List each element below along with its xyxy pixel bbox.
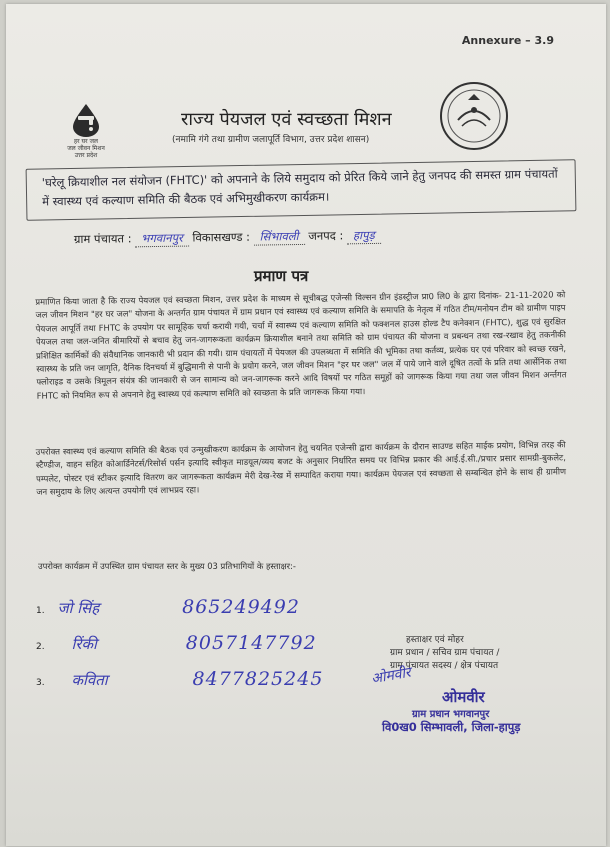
participant-name: जो सिंह (57, 599, 100, 617)
vikas-khand-value: सिंभावली (254, 229, 305, 246)
participant-name: कविता (71, 671, 108, 689)
pradhan-signature: ओमवीर (370, 664, 413, 688)
annexure-label: Annexure – 3.9 (461, 34, 554, 47)
logo-caption: हर घर जल जल जीवन मिशन उत्तर प्रदेश (67, 138, 105, 159)
org-title: राज्य पेयजल एवं स्वच्छता मिशन (181, 109, 392, 130)
gram-panchayat-label: ग्राम पंचायत : (73, 231, 132, 247)
signatory-labels (390, 634, 536, 673)
participant-name: रिंकी (71, 635, 97, 653)
participant-row (36, 632, 317, 654)
participant-phone-suffix: 92 (273, 596, 300, 618)
location-fields (74, 228, 381, 248)
signature-intro: उपरोक्त कार्यक्रम में उपस्थित ग्राम पंचायत स्तर के मुख्य 03 प्रतिभागियों के हस्ताक्षर:- (38, 561, 296, 571)
participant-phone-main: 8652494 (182, 596, 274, 618)
water-tap-drop-icon (69, 102, 103, 138)
up-state-emblem (438, 80, 510, 156)
participant-row (36, 596, 300, 618)
uttar-pradesh-state-emblem (438, 80, 510, 152)
vikas-khand-label: विकासखण्ड : (192, 229, 251, 245)
paragraph-2: उपरोक्त स्वास्थ्य एवं कल्याण समिति की बैठक एवं उन्मुखीकरण कार्यक्रम के आयोजन हेतु चयनित एजेन्सी द्वारा कार्यक्रम के दौरान साउण्ड सहित माईक प्रयोग, विभिन्न तरह की स्टैण्डीज, वाहन सहित कोआर्डिनेटर्स/रिसोर्स पर्सन इत्यादि स्वीकृत माडयूल/व्यय बजट के अनुसार निर्धारित समय पर विभिन्न प्रकार की आई.ई.सी./प्रचार प्रसार सामग्री-बुकलेट, पम्पलेट, पोस्टर एवं स्टीकर इत्यादि वितरण कर जागरूकता कार्यक्रम मेरी देख-रेख में सम्पादित कराया गया। कार्यक्रम पेयजल एवं स्वच्छता से सम्बन्धित होने के साथ ही ग्रामीण जन समुदाय के लिए अत्यन्त उपयोगी एवं लाभप्रद रहा। (35, 439, 567, 497)
participant-number: 1. (36, 606, 45, 616)
participant-number: 2. (36, 642, 45, 652)
gram-panchayat-value: भगवानपुर (135, 231, 189, 248)
certificate-page (6, 4, 606, 846)
signatory-label-3: ग्राम पंचायत सदस्य / क्षेत्र पंचायत (390, 661, 499, 671)
participant-phone (182, 596, 300, 618)
signatory-label-1: हस्ताक्षर एवं मोहर (406, 635, 464, 645)
participant-row (36, 668, 324, 690)
janpad-label: जनपद : (308, 228, 344, 243)
paragraph-1: प्रमाणित किया जाता है कि राज्य पेयजल एवं स्वच्छता मिशन, उत्तर प्रदेश के माध्यम से सूचीबद्ध एजेन्सी विल्सन ग्रीन इंडस्ट्रीज प्रा0 लि0 के द्वारा दिनांक- 21-11-2020 को जल जीवन मिशन "हर घर जल" योजना के अन्तर्गत ग्राम पंचायत में ग्राम प्रधान एवं स्वास्थ्य एवं कल्याण समिति के समापति के नेतृत्व में गठित टीम/मनोयन टीम को ग्रामीण पाइप पेयजल आपूर्ति तथा FHTC के उपयोग पर सामूहिक चर्चा करायी गयी, चर्चा में स्वास्थ्य एवं कल्याण समिति को फक्शनल हाउस होल्ड टैप कनेक्शन (FHTC), शुद्ध एवं सुरक्षित पेयजल तथा जल-जनित बीमारियों से बचाव हेतु जन-जागरूकता कार्यक्रम क्रियाशील बनाने तथा समिति को ग्राम पंचायत की योजना व प्रबन्धन तथा रख-रखाव हेतु तकनीकी प्रशिक्षित कार्मिकों की संवैधानिक जानकारी भी प्रदान की गयी। ग्राम पंचायतों में पेयजल की उपलब्धता में समिति की भूमिका तथा कर्तव्य, प्रत्येक घर एवं परिवार को स्वच्छ रखने, स्वास्थ्य के प्रति जन जागृति, दैनिक दिनचर्या में बुद्धिमानी से पानी के प्रयोग करने, जल जीवन मिशन "हर घर जल" जल में पाये जाने वाले दूषित तत्वों के प्रति तथा आर्सेनिक तथा फ्लोराइड व उसके त्रिमूलन संयंत्र की जानकारी से जन सामान्य को जन-जागरूक करने आदि विषयों पर गठित समूहों को जागरूक किया गया तथा जल जीवन मिशन अर्न्तगत FHTC को नियमित रूप से अपनाने हेतु स्वास्थ्य एवं कल्याण समिति को स्वच्छता के प्रति जागरूक किया गया। (35, 289, 567, 401)
org-subtitle: (नमामि गंगे तथा ग्रामीण जलापूर्ति विभाग, उत्तर प्रदेश शासन) (172, 135, 370, 145)
har-ghar-jal-logo (56, 102, 116, 159)
participant-number: 3. (36, 678, 45, 688)
janpad-value: हापुड़ (347, 228, 381, 244)
certificate-heading: प्रमाण पत्र (254, 267, 309, 285)
stamp-designation: ग्राम प्रधान भगवानपुर (412, 709, 490, 720)
stamp-name: ओमवीर (442, 688, 485, 706)
stamp-address: वि0ख0 सिम्भावली, जिला-हापुड़ (382, 720, 521, 734)
program-title: 'घरेलू क्रियाशील नल संयोजन (FHTC)' को अपनाने के लिये समुदाय को प्रेरित किये जाने हेतु जनपद की समस्त ग्राम पंचायतों में स्वास्थ्य एवं कल्याण समिति की बैठक एवं अभिमुखीकरण कार्यक्रम। (41, 166, 558, 209)
participant-phone: 8057147792 (185, 632, 317, 654)
participant-phone: 8477825245 (192, 668, 324, 690)
signatory-label-2: ग्राम प्रधान / सचिव ग्राम पंचायत / (390, 648, 500, 658)
